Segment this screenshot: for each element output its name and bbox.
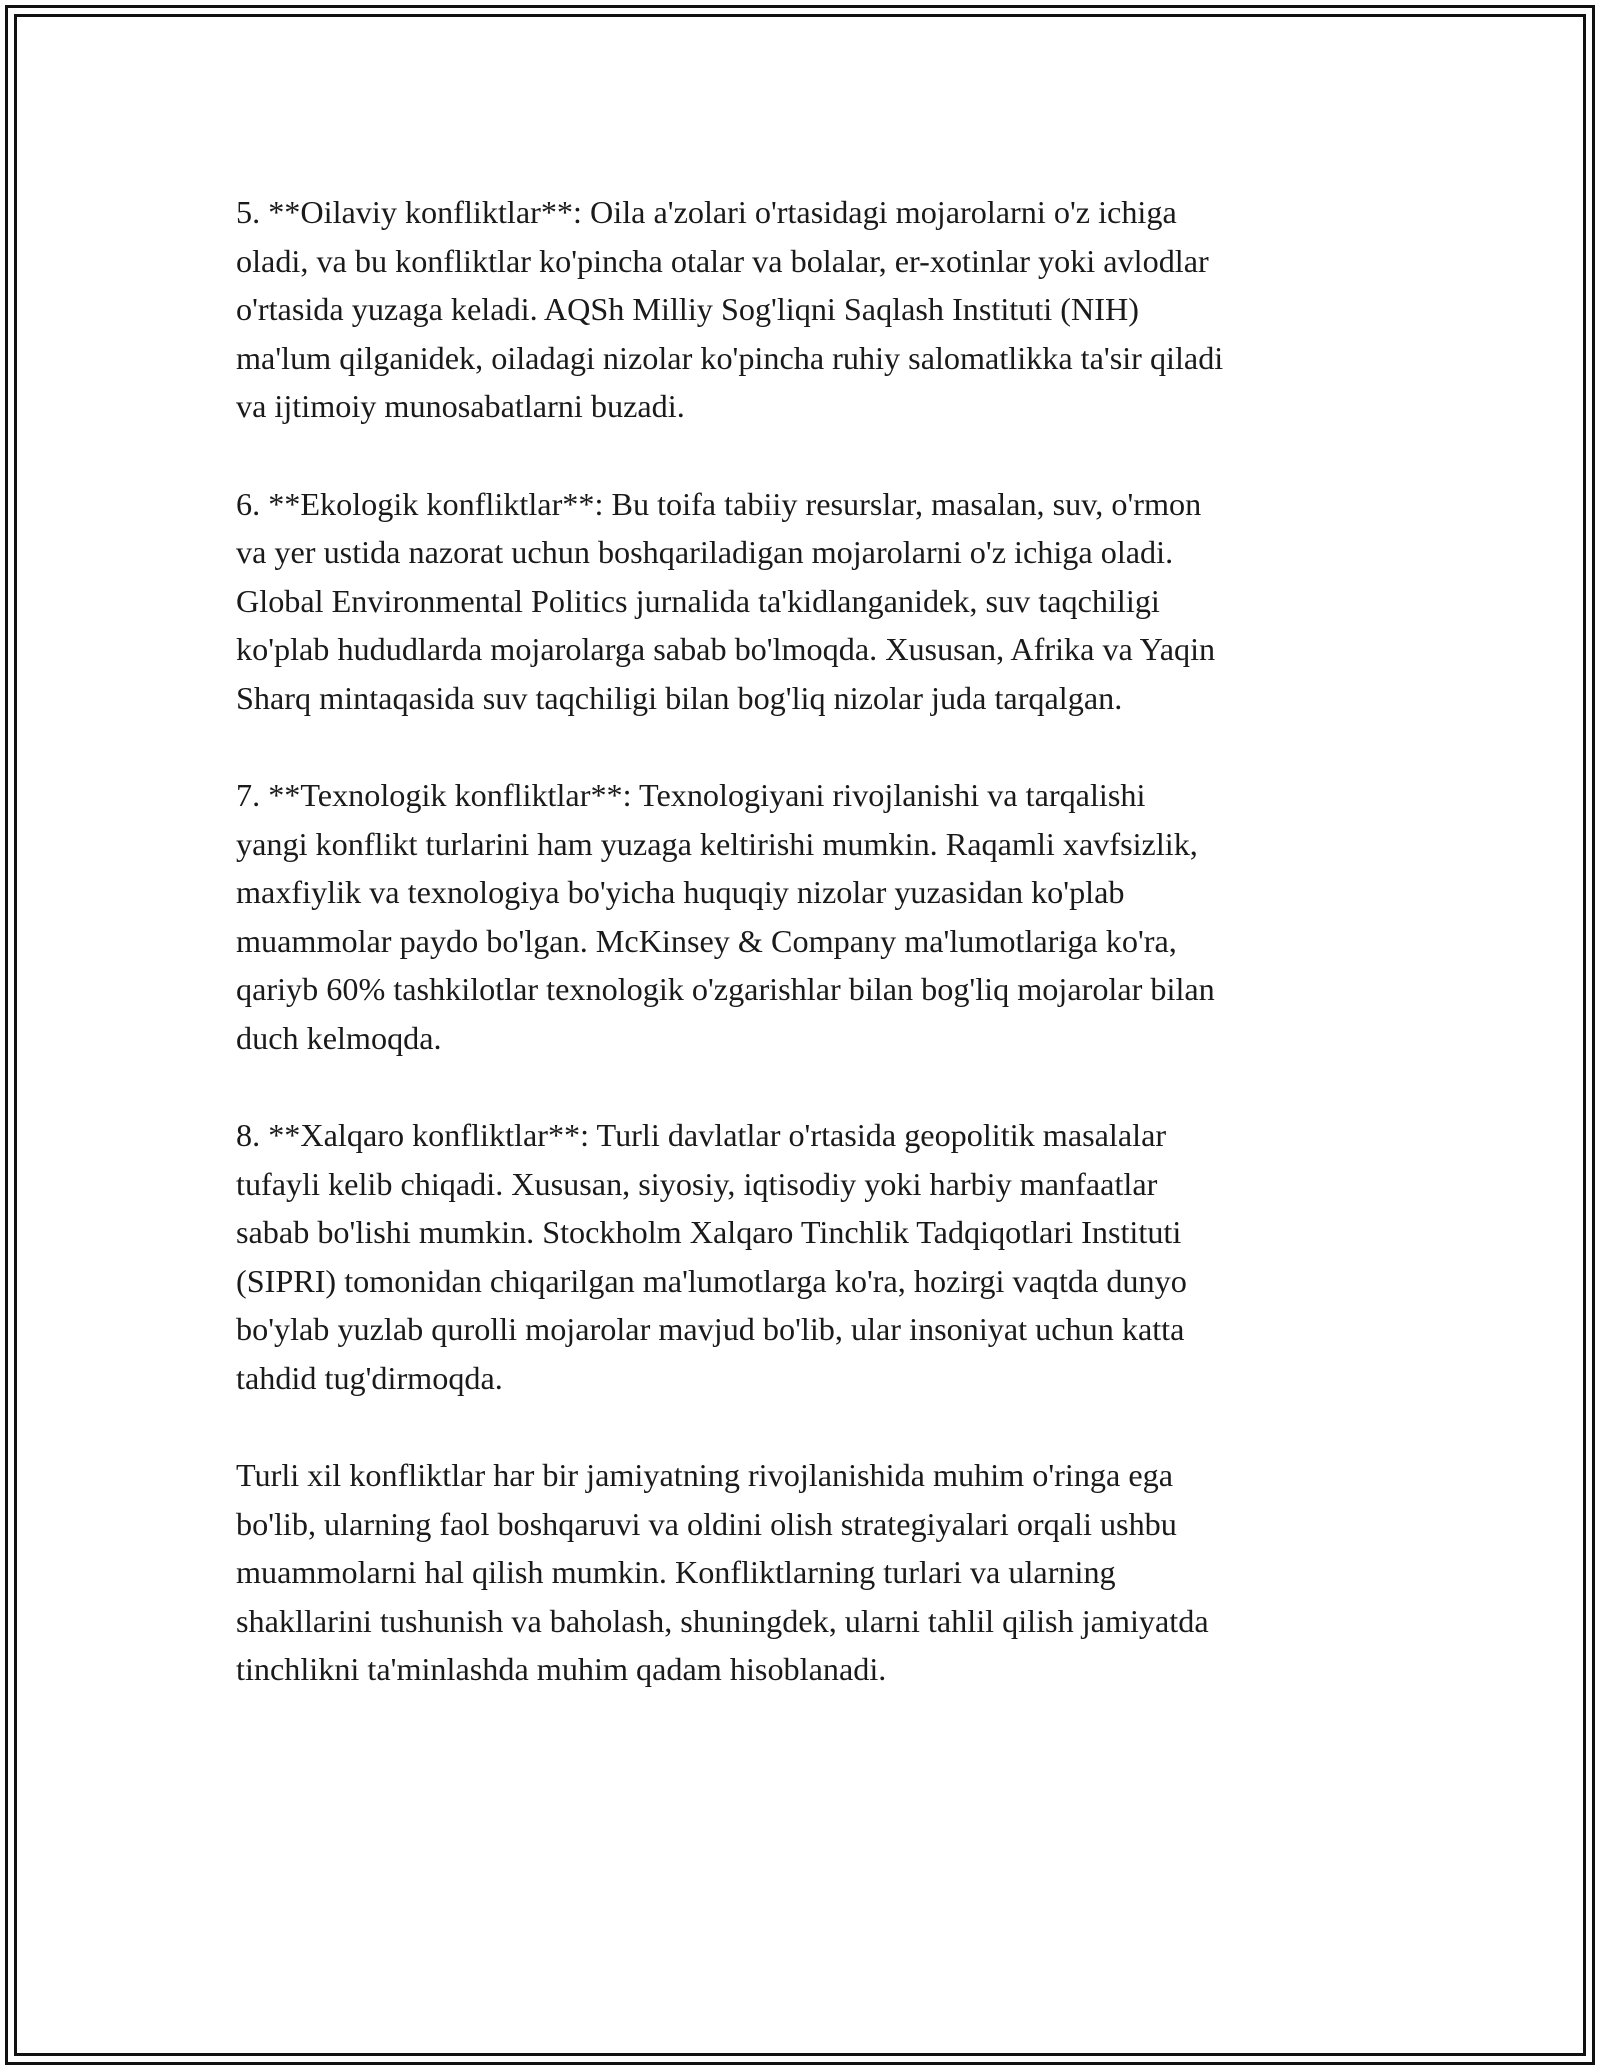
text-line: oladi, va bu konfliktlar ko'pincha otalar va bolalar, er-xotinlar yoki avlodlar — [236, 242, 1209, 279]
text-line: (SIPRI) tomonidan chiqarilgan ma'lumotlarga ko'ra, hozirgi vaqtda dunyo — [236, 1262, 1187, 1299]
text-line: ma'lum qilganidek, oiladagi nizolar ko'pincha ruhiy salomatlikka ta'sir qiladi — [236, 339, 1224, 376]
text-line: muammolarni hal qilish mumkin. Konfliktlarning turlari va ularning — [236, 1554, 1116, 1590]
paragraph-oilaviy-konfliktlar — [236, 188, 1386, 431]
text-line: Turli xil konfliktlar har bir jamiyatning rivojlanishida muhim o'ringa ega — [236, 1457, 1174, 1493]
text-line: qariyb 60% tashkilotlar texnologik o'zgarishlar bilan bog'liq mojarolar bilan — [236, 971, 1215, 1007]
paragraph-texnologik-konfliktlar — [236, 771, 1386, 1062]
text-line: sabab bo'lishi mumkin. Stockholm Xalqaro Tinchlik Tadqiqotlari Instituti — [236, 1214, 1182, 1250]
text-line: yangi konflikt turlarini ham yuzaga keltirishi mumkin. Raqamli xavfsizlik, — [236, 825, 1198, 862]
text-line: duch kelmoqda. — [236, 1019, 442, 1056]
text-line: bo'ylab yuzlab qurolli mojarolar mavjud bo'lib, ular insoniyat uchun katta — [236, 1311, 1185, 1347]
text-line: Global Environmental Politics jurnalida ta'kidlanganidek, suv taqchiligi — [236, 582, 1160, 619]
text-line: 5. **Oilaviy konfliktlar**: Oila a'zolari o'rtasidagi mojarolarni o'z ichiga — [236, 194, 1177, 230]
text-line: muammolar paydo bo'lgan. McKinsey & Company ma'lumotlariga ko'ra, — [236, 922, 1177, 959]
text-line: 7. **Texnologik konfliktlar**: Texnologiyani rivojlanishi va tarqalishi — [236, 777, 1146, 813]
text-line: va ijtimoiy munosabatlarni buzadi. — [236, 388, 685, 424]
text-line: Sharq mintaqasida suv taqchiligi bilan bog'liq nizolar juda tarqalgan. — [236, 679, 1123, 716]
text-line: ko'plab hududlarda mojarolarga sabab bo'lmoqda. Xususan, Afrika va Yaqin — [236, 631, 1216, 667]
text-line: 8. **Xalqaro konfliktlar**: Turli davlatlar o'rtasida geopolitik masalalar — [236, 1117, 1167, 1153]
text-line: shakllarini tushunish va baholash, shuningdek, ularni tahlil qilish jamiyatda — [236, 1602, 1209, 1639]
text-line: o'rtasida yuzaga keladi. AQSh Milliy Sog'liqni Saqlash Instituti (NIH) — [236, 291, 1139, 327]
text-line: tinchlikni ta'minlashda muhim qadam hisoblanadi. — [236, 1651, 887, 1687]
document-body — [236, 188, 1386, 1743]
text-line: maxfiylik va texnologiya bo'yicha huquqiy nizolar yuzasidan ko'plab — [236, 874, 1125, 910]
paragraph-conclusion — [236, 1451, 1386, 1694]
paragraph-ekologik-konfliktlar — [236, 480, 1386, 723]
text-line: bo'lib, ularning faol boshqaruvi va oldini olish strategiyalari orqali ushbu — [236, 1505, 1177, 1542]
paragraph-xalqaro-konfliktlar — [236, 1111, 1386, 1402]
text-line: va yer ustida nazorat uchun boshqariladigan mojarolarni o'z ichiga oladi. — [236, 534, 1174, 570]
text-line: tahdid tug'dirmoqda. — [236, 1359, 503, 1396]
text-line: 6. **Ekologik konfliktlar**: Bu toifa tabiiy resurslar, masalan, suv, o'rmon — [236, 485, 1202, 522]
text-line: tufayli kelib chiqadi. Xususan, siyosiy, iqtisodiy yoki harbiy manfaatlar — [236, 1165, 1158, 1202]
